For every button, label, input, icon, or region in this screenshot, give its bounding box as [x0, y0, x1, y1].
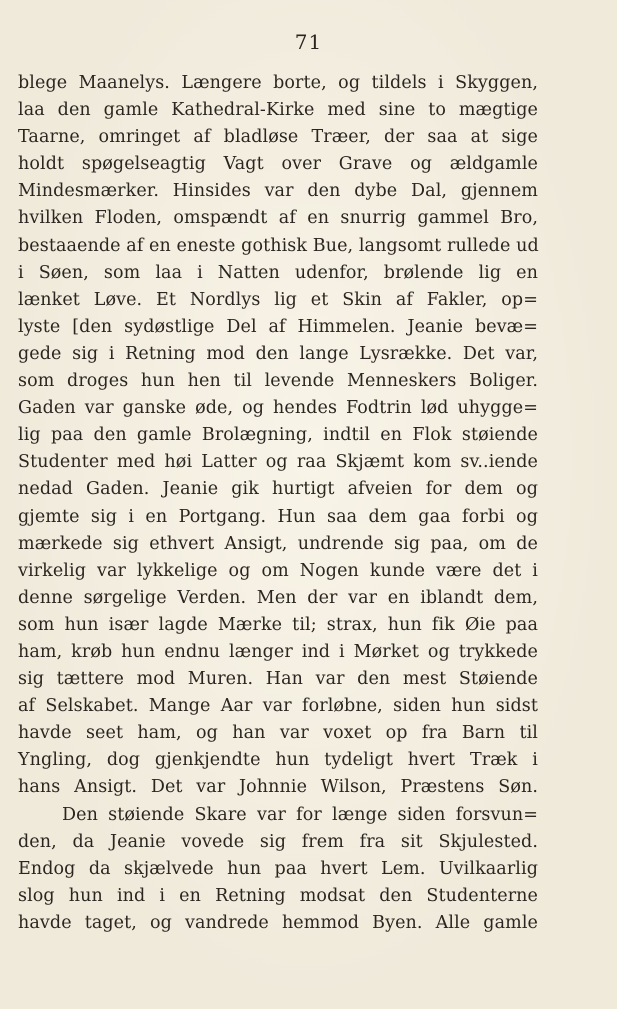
text-line: lyste [den sydøstlige Del af Himmelen. Jeanie bevæ= [18, 316, 538, 337]
text-line: af Selskabet. Mange Aar var forløbne, siden hun sidst [18, 696, 538, 717]
text-line: nedad Gaden. Jeanie gik hurtigt afveien for dem og [18, 479, 538, 500]
text-line: Den støiende Skare var for længe siden forsvun= [62, 804, 538, 825]
text-line: Taarne, omringet af bladløse Træer, der saa at sige [18, 127, 538, 148]
text-line: den, da Jeanie vovede sig frem fra sit Skjulested. [18, 831, 538, 852]
text-line: ham, krøb hun endnu længer ind i Mørket og trykkede [18, 641, 538, 662]
text-line: lig paa den gamle Brolægning, indtil en Flok støiende [18, 425, 538, 446]
text-line: hvilken Floden, omspændt af en snurrig gammel Bro, [18, 208, 538, 229]
text-line: holdt spøgelseagtig Vagt over Grave og ældgamle [18, 154, 538, 175]
text-line: hans Ansigt. Det var Johnnie Wilson, Præstens Søn. [18, 777, 538, 798]
text-line: blege Maanelys. Længere borte, og tildels i Skyggen, [18, 73, 538, 93]
page-number: 71 [294, 30, 323, 54]
text-line: gede sig i Retning mod den lange Lysrække. Det var, [18, 343, 538, 364]
text-line: som droges hun hen til levende Menneskers Boliger. [18, 371, 538, 392]
text-line: som hun især lagde Mærke til; strax, hun fik Øie paa [18, 614, 538, 635]
text-line: Gaden var ganske øde, og hendes Fodtrin lød uhygge= [18, 398, 538, 419]
text-line: virkelig var lykkelige og om Nogen kunde være det i [18, 560, 538, 581]
text-line: slog hun ind i en Retning modsat den Studenterne [18, 885, 538, 906]
text-line: laa den gamle Kathedral-Kirke med sine to mægtige [18, 100, 538, 121]
text-line: havde seet ham, og han var voxet op fra Barn til [18, 723, 538, 744]
body-text [18, 70, 538, 937]
text-line: Endog da skjælvede hun paa hvert Lem. Uvilkaarlig [18, 858, 538, 879]
text-line: lænket Løve. Et Nordlys lig et Skin af Fakler, op= [18, 289, 538, 310]
text-line: Mindesmærker. Hinsides var den dybe Dal, gjennem [18, 181, 538, 202]
text-line: mærkede sig ethvert Ansigt, undrende sig paa, om de [18, 533, 538, 554]
text-line: Yngling, dog gjenkjendte hun tydeligt hvert Træk i [18, 750, 538, 771]
text-line: havde taget, og vandrede hemmod Byen. Alle gamle [18, 912, 538, 933]
text-line: i Søen, som laa i Natten udenfor, brølende lig en [18, 262, 538, 283]
text-line: Studenter med høi Latter og raa Skjæmt kom sv..iende [18, 452, 538, 473]
text-line: gjemte sig i en Portgang. Hun saa dem gaa forbi og [18, 506, 538, 527]
text-line: denne sørgelige Verden. Men der var en iblandt dem, [18, 587, 538, 608]
text-line: sig tættere mod Muren. Han var den mest Støiende [18, 669, 538, 690]
text-line: bestaaende af en eneste gothisk Bue, langsomt rullede ud [18, 235, 539, 256]
